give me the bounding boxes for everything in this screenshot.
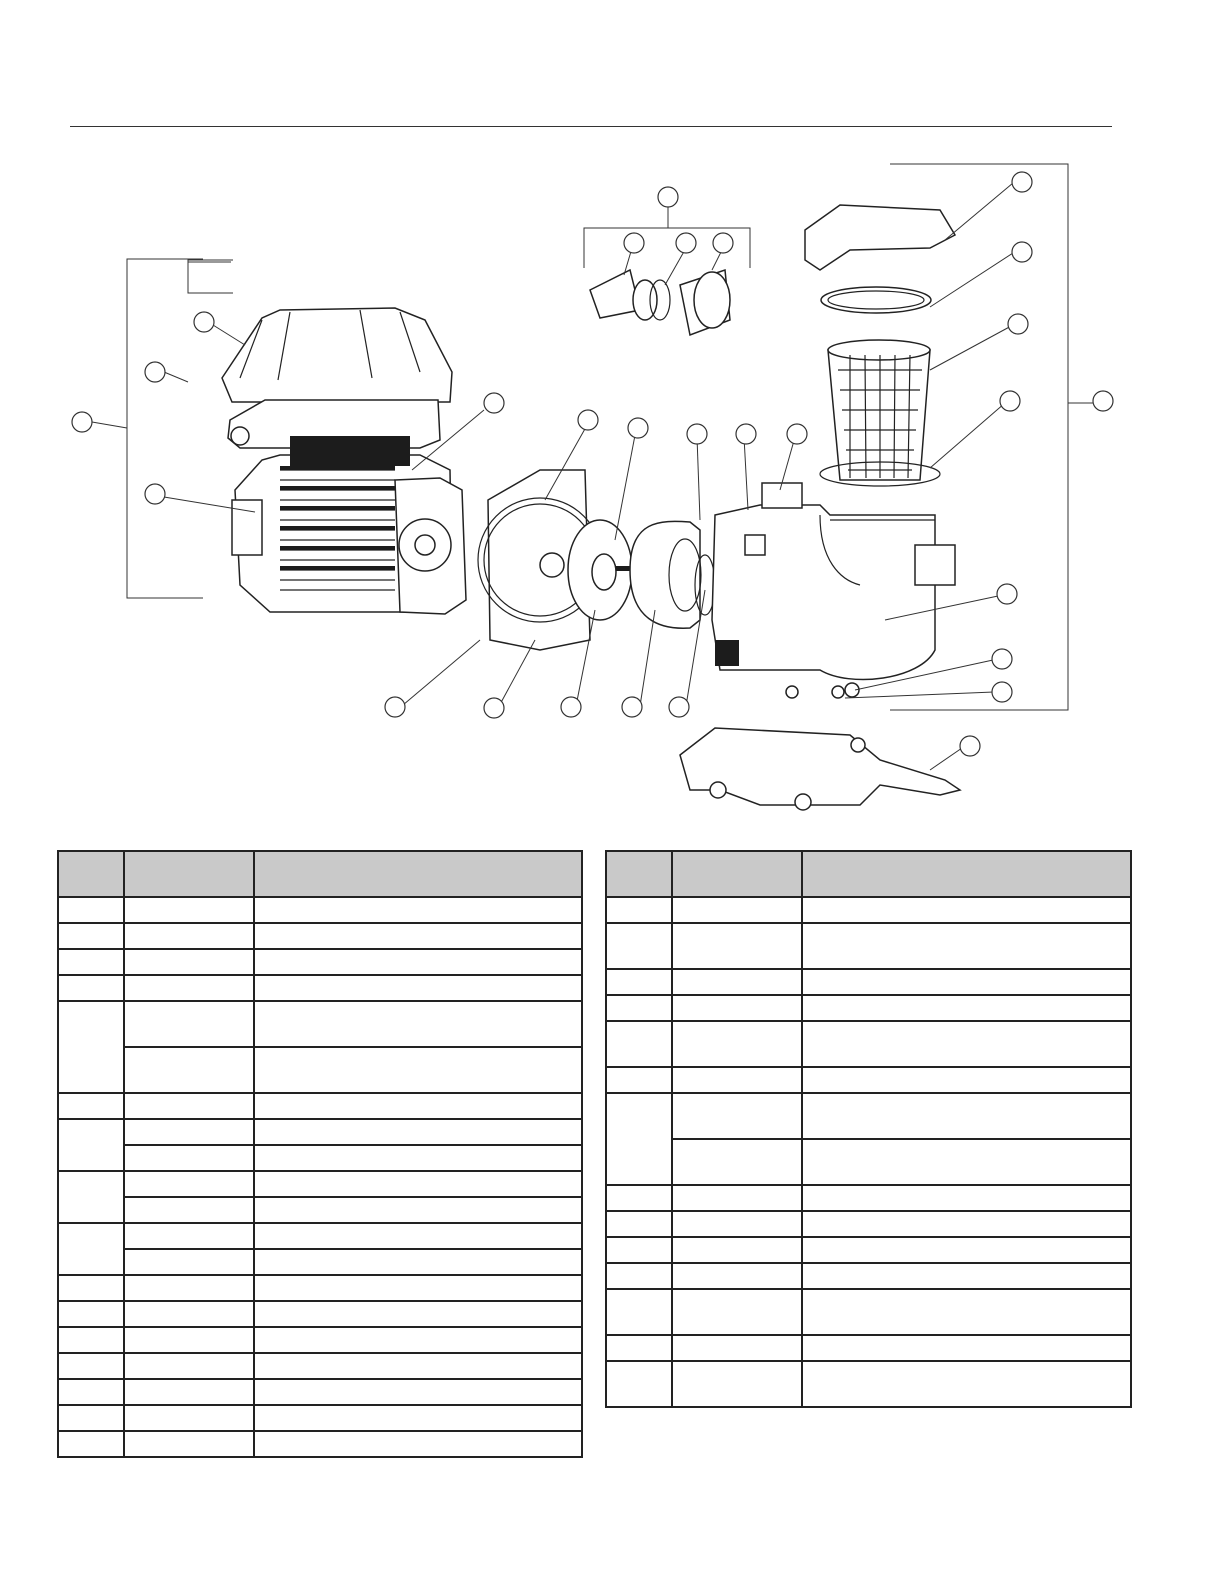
part-number-cell	[672, 1093, 802, 1139]
table-row	[58, 1431, 582, 1457]
table-row	[58, 1171, 582, 1197]
callout-bubble	[628, 418, 648, 438]
callout-bubble	[145, 362, 165, 382]
part-number-cell	[672, 1237, 802, 1263]
description-cell	[254, 1001, 582, 1047]
callout-bubble	[484, 698, 504, 718]
part-number-cell	[124, 1405, 254, 1431]
part-number-cell	[672, 1263, 802, 1289]
item-cell	[58, 975, 124, 1001]
table-row	[606, 1361, 1131, 1407]
item-cell	[58, 1379, 124, 1405]
table-row	[58, 897, 582, 923]
callout-bubble	[1000, 391, 1020, 411]
part-number-cell	[672, 1361, 802, 1407]
item-cell	[58, 1301, 124, 1327]
description-cell	[254, 1197, 582, 1223]
description-cell	[254, 1171, 582, 1197]
table-row	[606, 897, 1131, 923]
item-cell	[58, 1001, 124, 1093]
part-number-cell	[672, 897, 802, 923]
description-cell	[254, 1223, 582, 1249]
callout-bubble	[736, 424, 756, 444]
description-cell	[802, 1139, 1131, 1185]
description-cell	[254, 1145, 582, 1171]
part-number-cell	[124, 1223, 254, 1249]
column-header	[58, 851, 124, 897]
part-number-cell	[124, 1001, 254, 1047]
part-number-cell	[124, 1249, 254, 1275]
part-number-cell	[672, 995, 802, 1021]
description-cell	[802, 969, 1131, 995]
part-number-cell	[124, 1047, 254, 1093]
part-number-cell	[124, 923, 254, 949]
description-cell	[802, 1021, 1131, 1067]
table-row	[606, 1263, 1131, 1289]
table-row	[58, 1223, 582, 1249]
callout-bubble	[687, 424, 707, 444]
item-cell	[58, 1223, 124, 1275]
item-cell	[606, 1185, 672, 1211]
part-number-cell	[672, 923, 802, 969]
description-cell	[802, 995, 1131, 1021]
callout-bubble	[1093, 391, 1113, 411]
item-cell	[606, 969, 672, 995]
item-cell	[606, 1335, 672, 1361]
table-row	[58, 1405, 582, 1431]
part-number-cell	[124, 1301, 254, 1327]
description-cell	[254, 1431, 582, 1457]
table-row	[58, 1379, 582, 1405]
description-cell	[254, 1405, 582, 1431]
description-cell	[254, 1249, 582, 1275]
description-cell	[254, 1327, 582, 1353]
header-rule	[70, 126, 1112, 127]
item-cell	[58, 1431, 124, 1457]
table-row	[58, 1047, 582, 1093]
table-row	[58, 975, 582, 1001]
callout-bubble	[145, 484, 165, 504]
description-cell	[802, 1237, 1131, 1263]
table-row	[58, 1197, 582, 1223]
callout-bubble	[997, 584, 1017, 604]
description-cell	[254, 1379, 582, 1405]
column-header	[672, 851, 802, 897]
part-number-cell	[124, 1327, 254, 1353]
part-number-cell	[124, 897, 254, 923]
part-number-cell	[672, 1211, 802, 1237]
column-header	[124, 851, 254, 897]
description-cell	[254, 1353, 582, 1379]
table-row	[606, 995, 1131, 1021]
table-row	[58, 1249, 582, 1275]
item-cell	[606, 1289, 672, 1335]
table-row	[606, 1335, 1131, 1361]
item-cell	[606, 1021, 672, 1067]
parts-table-left	[57, 850, 583, 1458]
table-row	[58, 1275, 582, 1301]
description-cell	[802, 1263, 1131, 1289]
item-cell	[606, 923, 672, 969]
description-cell	[802, 1185, 1131, 1211]
item-cell	[606, 1237, 672, 1263]
column-header	[802, 851, 1131, 897]
item-cell	[606, 1361, 672, 1407]
callout-leaders	[92, 183, 1098, 770]
motor-assembly	[232, 455, 466, 614]
exploded-pump-diagram	[0, 140, 1224, 830]
description-cell	[254, 1093, 582, 1119]
description-cell	[254, 897, 582, 923]
item-cell	[58, 1093, 124, 1119]
pump-housing	[712, 483, 955, 698]
description-cell	[254, 975, 582, 1001]
item-cell	[606, 995, 672, 1021]
item-cell	[606, 897, 672, 923]
part-number-cell	[672, 1185, 802, 1211]
table-row	[606, 923, 1131, 969]
callout-bubble	[484, 393, 504, 413]
description-cell	[254, 1301, 582, 1327]
part-number-cell	[672, 1289, 802, 1335]
part-number-cell	[124, 1119, 254, 1145]
description-cell	[254, 1047, 582, 1093]
callout-bubble	[992, 682, 1012, 702]
item-cell	[58, 1405, 124, 1431]
callout-bubble	[385, 697, 405, 717]
table-row	[58, 1301, 582, 1327]
column-header	[606, 851, 672, 897]
callout-bubble	[624, 233, 644, 253]
part-number-cell	[124, 1171, 254, 1197]
union-fitting-kit	[590, 270, 730, 335]
item-cell	[606, 1093, 672, 1185]
part-number-cell	[124, 1379, 254, 1405]
description-cell	[254, 923, 582, 949]
callout-bubble	[1012, 172, 1032, 192]
callout-bubble	[1012, 242, 1032, 262]
part-number-cell	[124, 975, 254, 1001]
callout-bubble	[561, 697, 581, 717]
part-number-cell	[672, 1067, 802, 1093]
description-cell	[802, 923, 1131, 969]
description-cell	[254, 949, 582, 975]
part-number-cell	[672, 1021, 802, 1067]
impeller	[568, 520, 632, 620]
table-row	[58, 1001, 582, 1047]
diffuser	[630, 521, 715, 628]
item-cell	[606, 1211, 672, 1237]
description-cell	[802, 1335, 1131, 1361]
table-row	[58, 1093, 582, 1119]
table-row	[606, 1211, 1131, 1237]
parts-table-right	[605, 850, 1132, 1408]
callout-bubble	[713, 233, 733, 253]
table-row	[58, 1327, 582, 1353]
part-number-cell	[672, 969, 802, 995]
item-cell	[58, 923, 124, 949]
table-row	[58, 1353, 582, 1379]
item-cell	[58, 1171, 124, 1223]
table-row	[58, 923, 582, 949]
part-number-cell	[124, 1093, 254, 1119]
table-header-row	[606, 851, 1131, 897]
description-cell	[254, 1119, 582, 1145]
callout-bubble	[1008, 314, 1028, 334]
description-cell	[254, 1275, 582, 1301]
part-number-cell	[124, 1197, 254, 1223]
part-number-cell	[124, 1431, 254, 1457]
description-cell	[802, 897, 1131, 923]
callout-bubble	[787, 424, 807, 444]
part-number-cell	[124, 1145, 254, 1171]
item-cell	[58, 949, 124, 975]
description-cell	[802, 1361, 1131, 1407]
table-row	[606, 1139, 1131, 1185]
item-cell	[606, 1067, 672, 1093]
table-header-row	[58, 851, 582, 897]
item-cell	[58, 897, 124, 923]
lid-and-basket	[805, 205, 955, 486]
callout-bubble	[658, 187, 678, 207]
part-number-cell	[124, 1353, 254, 1379]
item-cell	[58, 1275, 124, 1301]
callout-bubble	[960, 736, 980, 756]
description-cell	[802, 1289, 1131, 1335]
callout-bubble	[992, 649, 1012, 669]
table-row	[606, 1093, 1131, 1139]
item-cell	[606, 1263, 672, 1289]
callout-bubble	[194, 312, 214, 332]
callout-bubble	[676, 233, 696, 253]
description-cell	[802, 1093, 1131, 1139]
table-row	[606, 1185, 1131, 1211]
description-cell	[802, 1211, 1131, 1237]
table-row	[606, 1021, 1131, 1067]
item-cell	[58, 1327, 124, 1353]
table-row	[606, 1289, 1131, 1335]
table-row	[606, 1067, 1131, 1093]
item-cell	[58, 1119, 124, 1171]
description-cell	[802, 1067, 1131, 1093]
table-row	[606, 969, 1131, 995]
callout-bubble	[72, 412, 92, 432]
part-number-cell	[672, 1335, 802, 1361]
part-number-cell	[124, 949, 254, 975]
table-row	[58, 1145, 582, 1171]
pump-base	[680, 728, 960, 810]
part-number-cell	[672, 1139, 802, 1185]
drive-controller	[222, 308, 452, 466]
column-header	[254, 851, 582, 897]
item-cell	[58, 1353, 124, 1379]
part-number-cell	[124, 1275, 254, 1301]
callout-bubble	[622, 697, 642, 717]
table-row	[58, 949, 582, 975]
callout-bubble	[578, 410, 598, 430]
table-row	[606, 1237, 1131, 1263]
callout-bubble	[669, 697, 689, 717]
table-row	[58, 1119, 582, 1145]
